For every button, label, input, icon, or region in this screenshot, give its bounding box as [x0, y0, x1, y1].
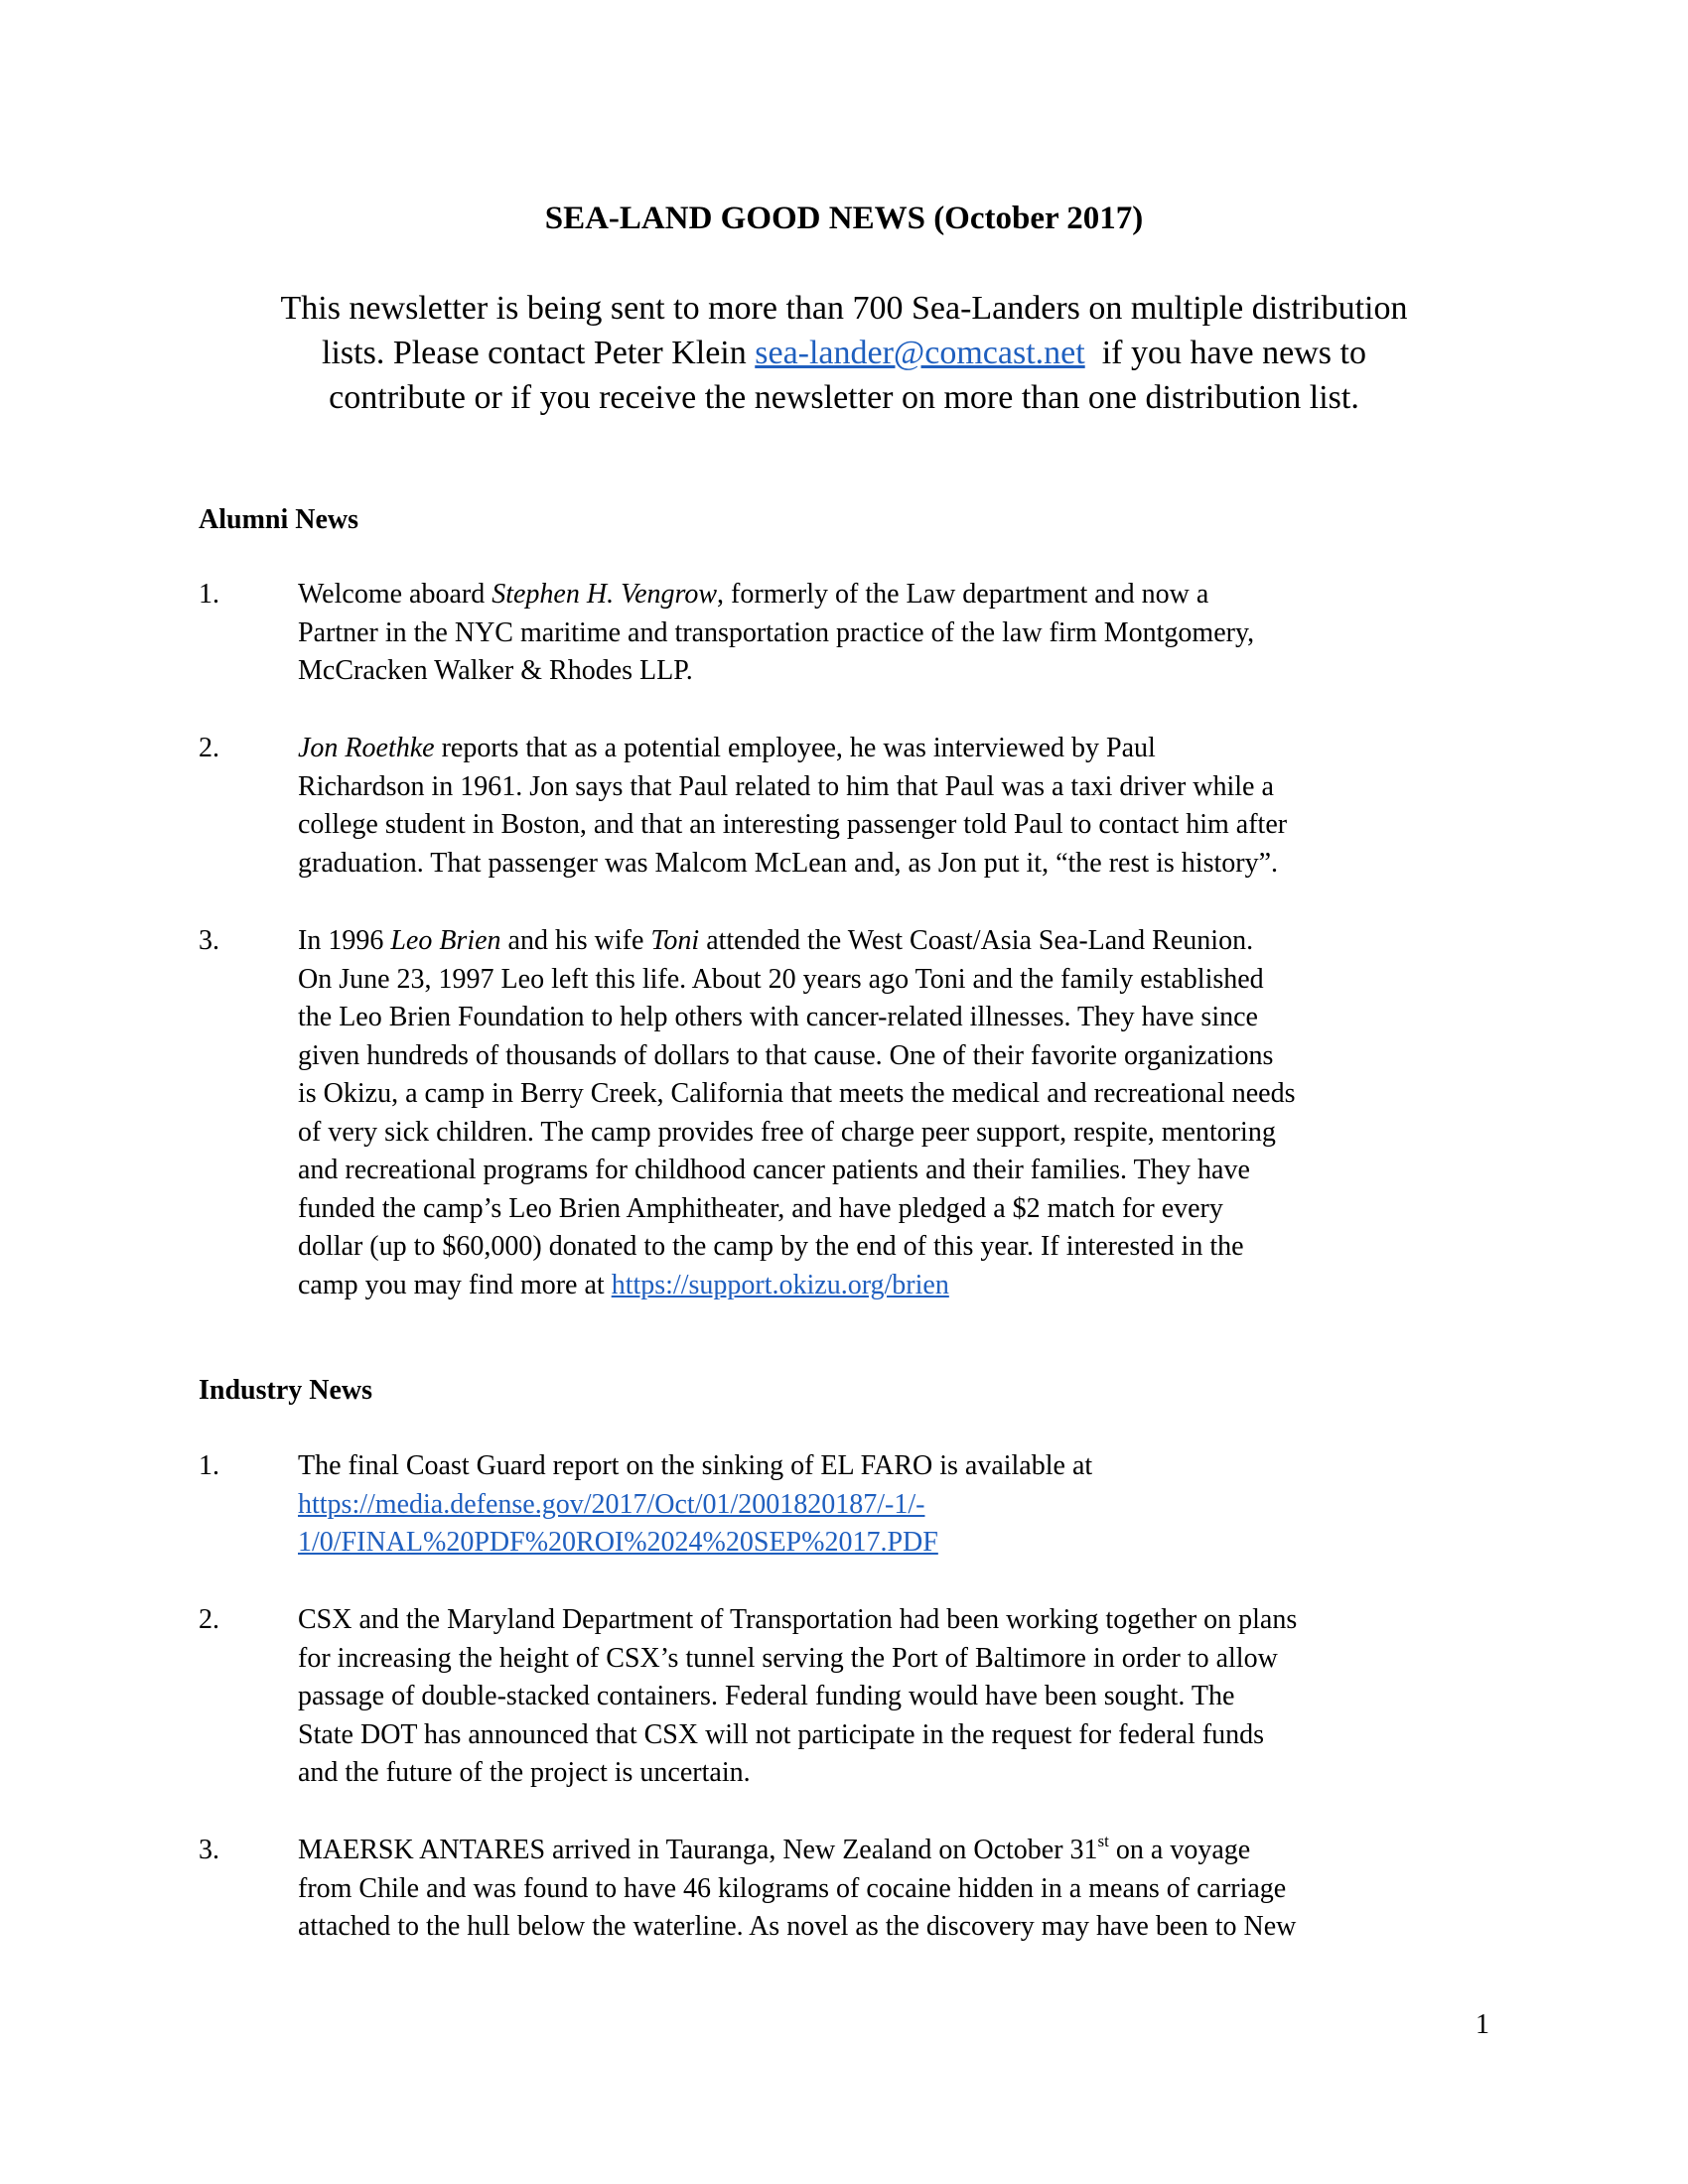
intro-line: [179, 331, 1509, 375]
item-line: for increasing the height of CSX’s tunnel serving the Port of Baltimore in order to allow: [298, 1642, 1278, 1674]
newsletter-title: SEA-LAND GOOD NEWS (October 2017): [544, 201, 1144, 236]
item-text: , formerly of the Law department and now a: [717, 579, 1209, 610]
item-line: attached to the hull below the waterline. As novel as the discovery may have been to New: [298, 1911, 1297, 1942]
item-number: 1.: [199, 1450, 219, 1481]
el-faro-report-link[interactable]: https://media.defense.gov/2017/Oct/01/2001820187/-1/-: [298, 1488, 925, 1520]
item-text: attended the West Coast/Asia Sea-Land Reunion.: [699, 925, 1254, 956]
el-faro-report-link-continued[interactable]: 1/0/FINAL%20PDF%20ROI%2024%20SEP%2017.PDF: [298, 1527, 938, 1558]
item-line: CSX and the Maryland Department of Transportation had been working together on plans: [298, 1604, 1298, 1635]
alumni-news-heading: Alumni News: [199, 504, 359, 535]
item-line: McCracken Walker & Rhodes LLP.: [298, 655, 693, 686]
item-text: In 1996: [298, 925, 391, 956]
item-text: MAERSK ANTARES arrived in Tauranga, New Zealand on October 31: [298, 1835, 1098, 1865]
intro-line: This newsletter is being sent to more than 700 Sea-Landers on multiple distribution: [280, 290, 1408, 327]
item-body: [298, 1601, 1688, 1793]
item-number: 3.: [199, 1835, 219, 1865]
item-line: [298, 1267, 1688, 1305]
intro-text: if you have news to: [1084, 335, 1366, 371]
industry-news-heading: Industry News: [199, 1375, 373, 1406]
item-line: is Okizu, a camp in Berry Creek, California that meets the medical and recreational needs: [298, 1078, 1296, 1109]
intro-paragraph: [179, 286, 1509, 420]
item-line: and the future of the project is uncertain.: [298, 1757, 751, 1788]
item-line: from Chile and was found to have 46 kilograms of cocaine hidden in a means of carriage: [298, 1872, 1287, 1904]
person-name: Leo Brien: [390, 925, 501, 956]
item-line: passage of double-stacked containers. Federal funding would have been sought. The: [298, 1681, 1235, 1711]
intro-text: lists. Please contact Peter Klein: [322, 335, 756, 371]
item-line: Partner in the NYC maritime and transportation practice of the law firm Montgomery,: [298, 616, 1255, 648]
item-line: graduation. That passenger was Malcom McLean and, as Jon put it, “the rest is history”.: [298, 847, 1279, 879]
item-number: 2.: [199, 733, 219, 763]
item-line: of very sick children. The camp provides free of charge peer support, respite, mentoring: [298, 1116, 1276, 1148]
item-line: [298, 1832, 1688, 1870]
item-line: funded the camp’s Leo Brien Amphitheater, and have pledged a $2 match for every: [298, 1192, 1223, 1224]
okizu-support-link[interactable]: https://support.okizu.org/brien: [611, 1269, 949, 1300]
intro-line: contribute or if you receive the newsletter on more than one distribution list.: [329, 379, 1359, 416]
item-line: given hundreds of thousands of dollars to that cause. One of their favorite organizations: [298, 1039, 1274, 1071]
item-line: [298, 1524, 1688, 1563]
item-number: 1.: [199, 579, 219, 610]
item-line: [298, 576, 1688, 614]
item-body: [298, 576, 1688, 691]
person-name: Toni: [650, 925, 700, 956]
contact-email-link[interactable]: sea-lander@comcast.net: [755, 335, 1085, 371]
item-body: [298, 922, 1688, 1304]
item-number: 3.: [199, 925, 219, 956]
item-body: [298, 1832, 1688, 1947]
item-text: and his wife: [500, 925, 651, 956]
item-line: Richardson in 1961. Jon says that Paul related to him that Paul was a taxi driver while a: [298, 770, 1274, 802]
person-name: Jon Roethke: [298, 733, 435, 763]
person-name: Stephen H. Vengrow: [492, 579, 718, 610]
item-text: camp you may find more at: [298, 1269, 612, 1300]
item-line: The final Coast Guard report on the sinking of EL FARO is available at: [298, 1450, 1093, 1481]
item-text: on a voyage: [1108, 1835, 1251, 1865]
item-body: [298, 1447, 1688, 1563]
page-number: 1: [1476, 2009, 1489, 2040]
ordinal-suffix: st: [1097, 1832, 1109, 1850]
item-line: [298, 1486, 1688, 1525]
item-line: [298, 922, 1688, 961]
item-line: State DOT has announced that CSX will not participate in the request for federal funds: [298, 1718, 1264, 1750]
item-text: reports that as a potential employee, he was interviewed by Paul: [434, 733, 1156, 763]
item-line: On June 23, 1997 Leo left this life. About 20 years ago Toni and the family established: [298, 963, 1264, 995]
item-text: Welcome aboard: [298, 579, 492, 610]
item-line: [298, 730, 1688, 768]
item-line: the Leo Brien Foundation to help others with cancer-related illnesses. They have since: [298, 1002, 1258, 1032]
item-line: college student in Boston, and that an interesting passenger told Paul to contact him after: [298, 809, 1288, 840]
item-line: and recreational programs for childhood cancer patients and their families. They have: [298, 1155, 1250, 1185]
item-line: dollar (up to $60,000) donated to the camp by the end of this year. If interested in the: [298, 1231, 1244, 1262]
item-number: 2.: [199, 1604, 219, 1635]
item-body: [298, 730, 1688, 883]
